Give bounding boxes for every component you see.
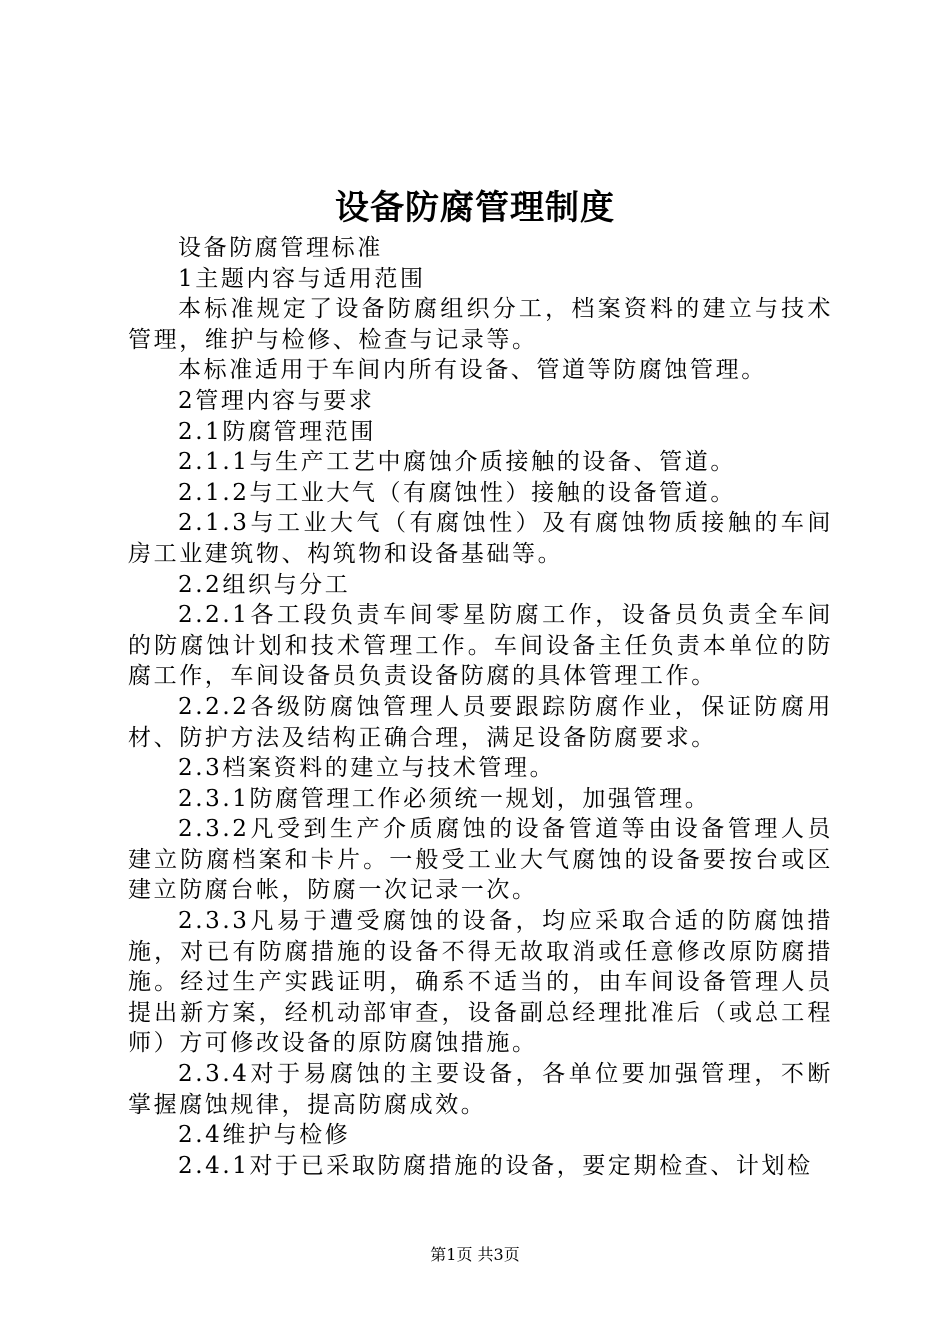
page-footer (0, 1244, 950, 1266)
section-heading: 2.4维护与检修 (178, 1122, 351, 1149)
paragraph: 2.1.2与工业大气（有腐蚀性）接触的设备管道。 (178, 479, 736, 506)
paragraph: 2.2.1各工段负责车间零星防腐工作，设备员负责全车间的防腐蚀计划和技术管理工作。车间设备主任负责本单位的防腐工作，车间设备员负责设备防腐的具体管理工作。 (128, 602, 833, 690)
section-heading: 2.2组织与分工 (178, 571, 351, 598)
section-heading: 1主题内容与适用范围 (178, 265, 426, 292)
paragraph: 2.4.1对于已采取防腐措施的设备，要定期检查、计划检 (178, 1152, 813, 1179)
document-title: 设备防腐管理制度 (335, 188, 615, 228)
paragraph: 设备防腐管理标准 (178, 235, 383, 261)
paragraph: 2.3.4对于易腐蚀的主要设备，各单位要加强管理，不断掌握腐蚀规律，提高防腐成效。 (128, 1061, 833, 1118)
section-heading: 2.3档案资料的建立与技术管理。 (178, 755, 556, 782)
section-heading: 2管理内容与要求 (178, 387, 375, 414)
paragraph: 2.3.3凡易于遭受腐蚀的设备，均应采取合适的防腐蚀措施，对已有防腐措施的设备不得无故取消或任意修改原防腐措施。经过生产实践证明，确系不适当的，由车间设备管理人员提出新方案，经机动部审查，设备副总经理批准后（或总工程师）方可修改设备的原防腐蚀措施。 (128, 908, 833, 1057)
paragraph: 2.2.2各级防腐蚀管理人员要跟踪防腐作业，保证防腐用材、防护方法及结构正确合理，满足设备防腐要求。 (128, 693, 833, 751)
paragraph: 本标准适用于车间内所有设备、管道等防腐蚀管理。 (178, 357, 767, 384)
paragraph: 2.1.3与工业大气（有腐蚀性）及有腐蚀物质接触的车间房工业建筑物、构筑物和设备基础等。 (128, 510, 833, 567)
page-total: 共3页 (477, 1245, 520, 1264)
paragraph: 2.3.1防腐管理工作必须统一规划，加强管理。 (178, 785, 711, 812)
document-body (128, 233, 833, 1181)
paragraph: 本标准规定了设备防腐组织分工，档案资料的建立与技术管理，维护与检修、检查与记录等。 (128, 296, 833, 353)
page-number: 第1页 (430, 1245, 473, 1264)
paragraph: 2.3.2凡受到生产介质腐蚀的设备管道等由设备管理人员建立防腐档案和卡片。一般受工业大气腐蚀的设备要按台或区建立防腐台帐，防腐一次记录一次。 (128, 816, 833, 904)
paragraph: 2.1.1与生产工艺中腐蚀介质接触的设备、管道。 (178, 449, 736, 476)
section-heading: 2.1防腐管理范围 (178, 418, 376, 445)
